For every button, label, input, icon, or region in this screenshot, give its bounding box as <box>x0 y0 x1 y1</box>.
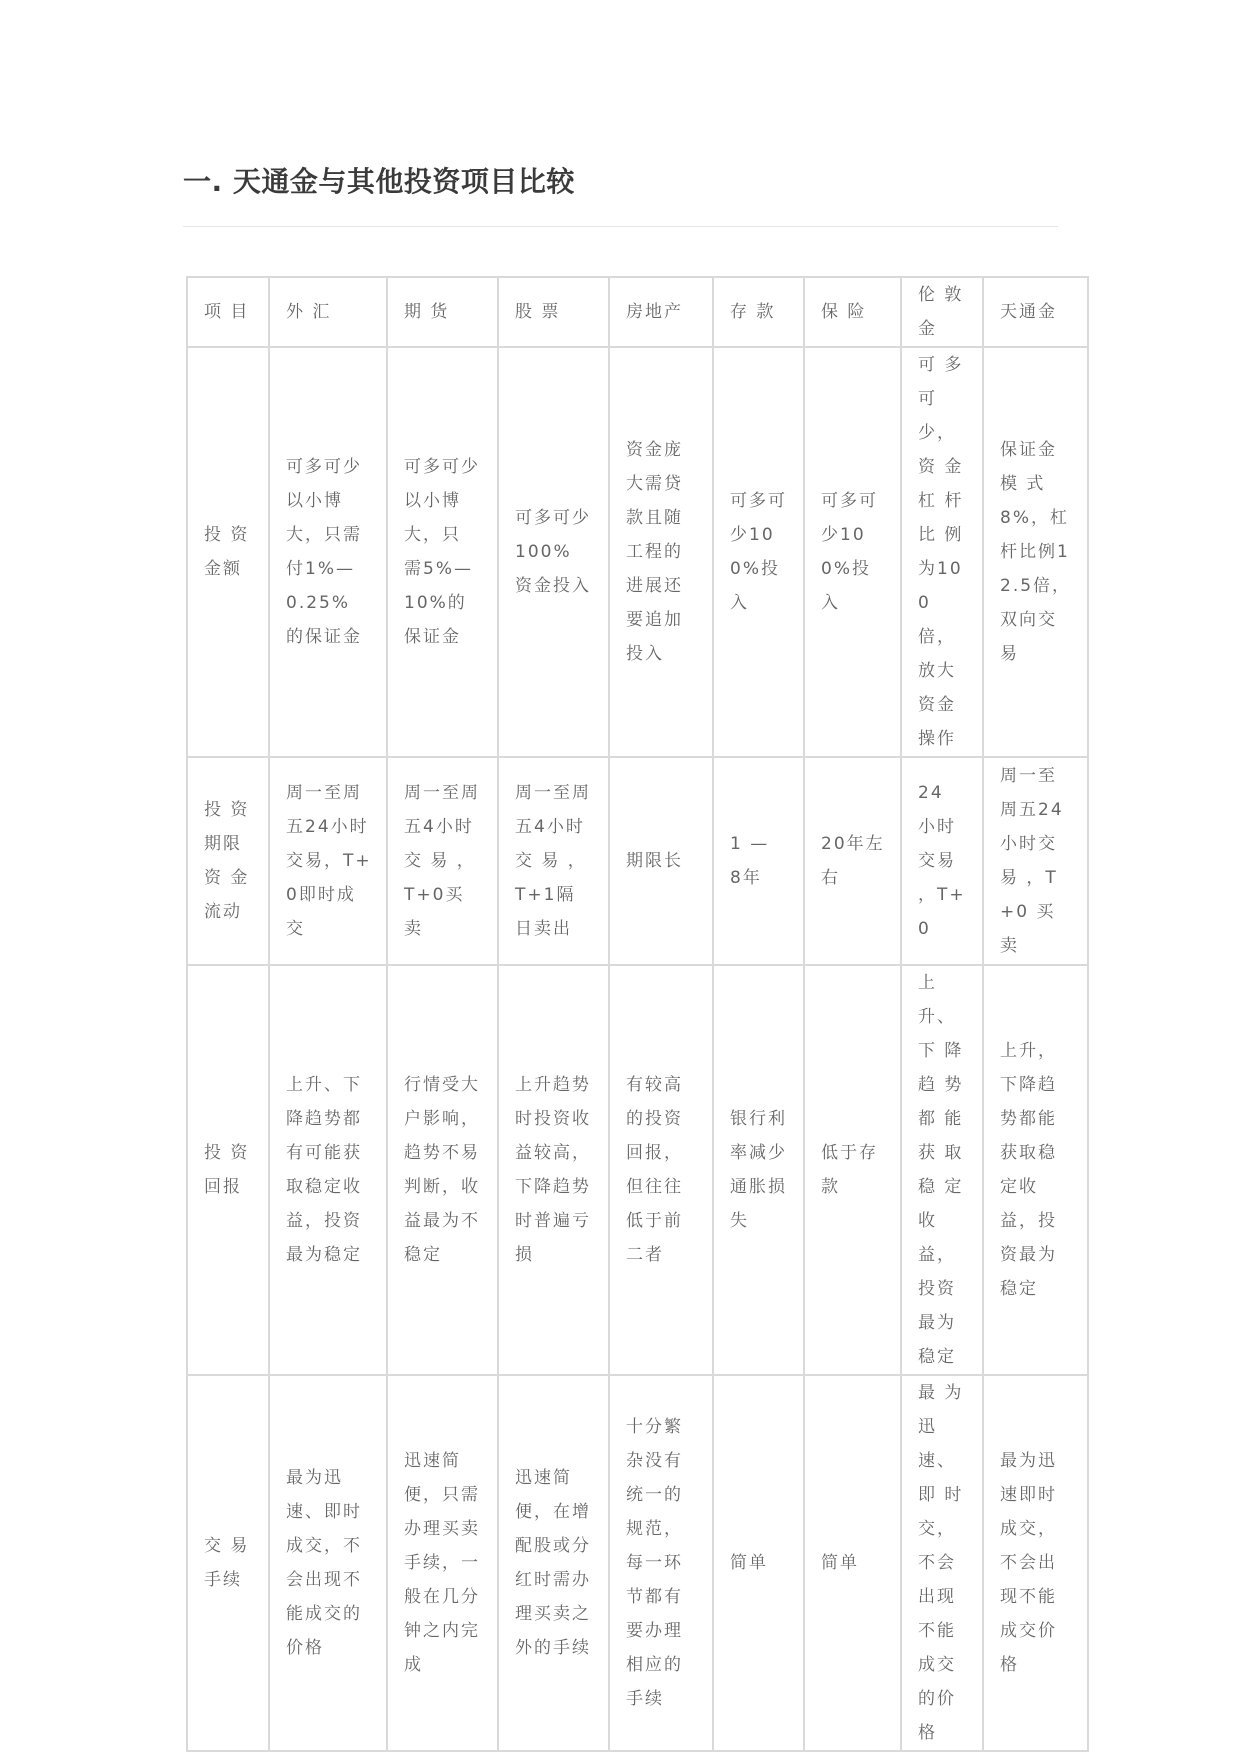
row-label: 投 资期限资 金流动 <box>187 757 269 965</box>
table-cell: 24 小时 交易 ，T+0 <box>901 757 983 965</box>
header-cell-tiantong-gold: 天通金 <box>983 277 1088 347</box>
header-cell-deposit: 存 款 <box>713 277 804 347</box>
table-cell: 十分繁杂没有统一的规范，每一环节都有要办理相应的手续 <box>609 1375 713 1751</box>
table-cell: 简单 <box>713 1375 804 1751</box>
table-cell: 简单 <box>804 1375 901 1751</box>
table-cell: 周一至周五24小时交易 ，T+0 买卖 <box>983 757 1088 965</box>
table-cell: 最 为迅速、即 时交，不会 出现 不能 成交 的价格 <box>901 1375 983 1751</box>
table-cell: 上升趋势时投资收益较高，下降趋势时普遍亏损 <box>498 965 609 1375</box>
table-cell: 迅速简便，在增配股或分红时需办理买卖之外的手续 <box>498 1375 609 1751</box>
table-cell: 1 — 8年 <box>713 757 804 965</box>
table-row-investment-return <box>187 965 1088 1375</box>
table-cell: 低于存款 <box>804 965 901 1375</box>
table-cell: 周一至周五24小时交易，T+0即时成交 <box>269 757 387 965</box>
header-cell-stocks: 股 票 <box>498 277 609 347</box>
table-row-investment-amount <box>187 347 1088 757</box>
table-cell: 可多可少以小博大，只需付1%—0.25% 的保证金 <box>269 347 387 757</box>
header-cell-item: 项 目 <box>187 277 269 347</box>
comparison-table <box>186 276 1089 1752</box>
table-cell: 期限长 <box>609 757 713 965</box>
table-cell: 资金庞大需贷款且随工程的进展还要追加投入 <box>609 347 713 757</box>
title-divider <box>183 226 1058 227</box>
header-cell-forex: 外 汇 <box>269 277 387 347</box>
table-cell: 最为迅速即时成交，不会出现不能成交价格 <box>983 1375 1088 1751</box>
table-cell: 上升、下降趋势都有可能获取稳定收益，投资最为稳定 <box>269 965 387 1375</box>
row-label: 投 资金额 <box>187 347 269 757</box>
table-cell: 周一至周五4小时交 易 ，T+0买卖 <box>387 757 498 965</box>
table-cell: 可多可少100%投入 <box>804 347 901 757</box>
header-cell-real-estate: 房地产 <box>609 277 713 347</box>
table-cell: 上升，下降趋势都能获取稳定收益，投资最为稳定 <box>983 965 1088 1375</box>
header-cell-futures: 期 货 <box>387 277 498 347</box>
table-cell: 银行利率减少通胀损失 <box>713 965 804 1375</box>
table-cell: 最为迅速、即时成交，不会出现不能成交的价格 <box>269 1375 387 1751</box>
table-cell: 可 多可少，资 金杠 杆比 例为100倍，放大 资金 操作 <box>901 347 983 757</box>
table-cell: 迅速简便，只需办理买卖手续，一般在几分钟之内完成 <box>387 1375 498 1751</box>
row-label: 投 资回报 <box>187 965 269 1375</box>
table-row-investment-term <box>187 757 1088 965</box>
table-cell: 行情受大户影响，趋势不易判断，收益最为不稳定 <box>387 965 498 1375</box>
header-cell-london-gold: 伦 敦金 <box>901 277 983 347</box>
table-cell: 20年左右 <box>804 757 901 965</box>
table-cell: 保证金模 式8%，杠杆比例12.5倍，双向交易 <box>983 347 1088 757</box>
table-row-trading-procedure <box>187 1375 1088 1751</box>
row-label: 交 易手续 <box>187 1375 269 1751</box>
header-cell-insurance: 保 险 <box>804 277 901 347</box>
table-cell: 周一至周五4小时交 易 ，T+1隔日卖出 <box>498 757 609 965</box>
page-title: 一. 天通金与其他投资项目比较 <box>183 165 575 198</box>
table-cell: 可多可少以小博大，只 需5%—10%的保证金 <box>387 347 498 757</box>
table-cell: 上升、下 降趋 势都 能获 取稳 定收益，投资 最为 稳定 <box>901 965 983 1375</box>
table-cell: 可多可少100% 资金投入 <box>498 347 609 757</box>
table-cell: 可多可少100%投入 <box>713 347 804 757</box>
table-cell: 有较高的投资回报，但往往低于前二者 <box>609 965 713 1375</box>
table-header-row <box>187 277 1088 347</box>
